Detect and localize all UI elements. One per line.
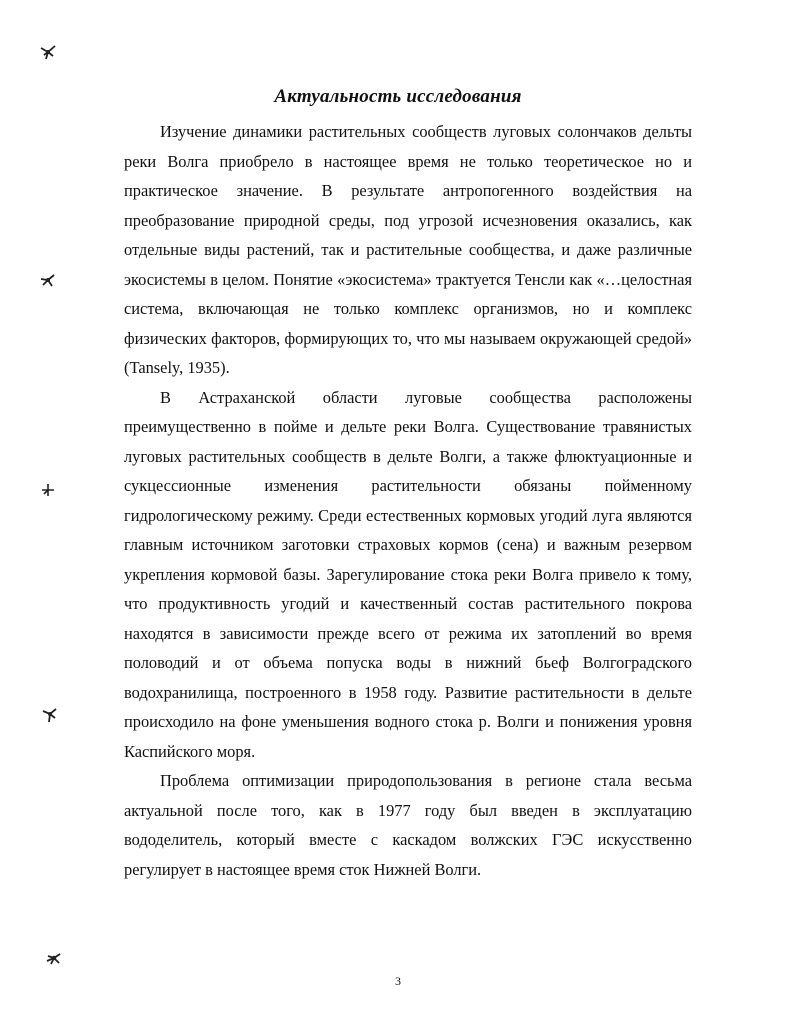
binding-punch-mark-icon bbox=[40, 705, 60, 725]
section-title: Актуальность исследования bbox=[274, 86, 522, 107]
paragraph: Изучение динамики растительных сообществ луговых солончаков дельты реки Волга приобрело в настоящее время не только теоретическое но и практическое значение. В результате антропогенного воздействия на преобразование природной среды, под угрозой исчезновения оказались, как отдельные виды растений, так и растительные сообщества, и даже различные экосистемы в целом. Понятие «экосистема» трактуется Тенсли как «…целостная система, включающая не только комплекс организмов, но и комплекс физических факторов, формирующих то, что мы называем окружающей средой» (Tansely, 1935). bbox=[124, 122, 692, 377]
binding-punch-mark-icon bbox=[38, 270, 58, 290]
paragraph: Проблема оптимизации природопользования в регионе стала весьма актуальной после того, как в 1977 году был введен в эксплуатацию вододелитель, который вместе с каскадом волжских ГЭС искусственно регулирует в настоящее время сток Нижней Волги. bbox=[124, 771, 692, 879]
binding-punch-mark-icon bbox=[38, 42, 58, 62]
page-number: 3 bbox=[395, 974, 401, 988]
document-body bbox=[124, 117, 692, 884]
binding-punch-mark-icon bbox=[38, 480, 58, 500]
paragraph: В Астраханской области луговые сообщества расположены преимущественно в пойме и дельте реки Волга. Существование травянистых луговых растительных сообществ в дельте Волги, а также флюктуационные и сукцессионные изменения растительности обязаны пойменному гидрологическому режиму. Среди естественных кормовых угодий луга являются главным источником заготовки страховых кормов (сена) и важным резервом укрепления кормовой базы. Зарегулирование стока реки Волга привело к тому, что продуктивность угодий и качественный состав растительного покрова находятся в зависимости прежде всего от режима их затоплений во время половодий и от объема попуска воды в нижний бьеф Волгоградского водохранилища, построенного в 1958 году. Развитие растительности в дельте происходило на фоне уменьшения водного стока р. Волги и понижения уровня Каспийского моря. bbox=[124, 387, 692, 761]
binding-punch-mark-icon bbox=[44, 948, 64, 968]
